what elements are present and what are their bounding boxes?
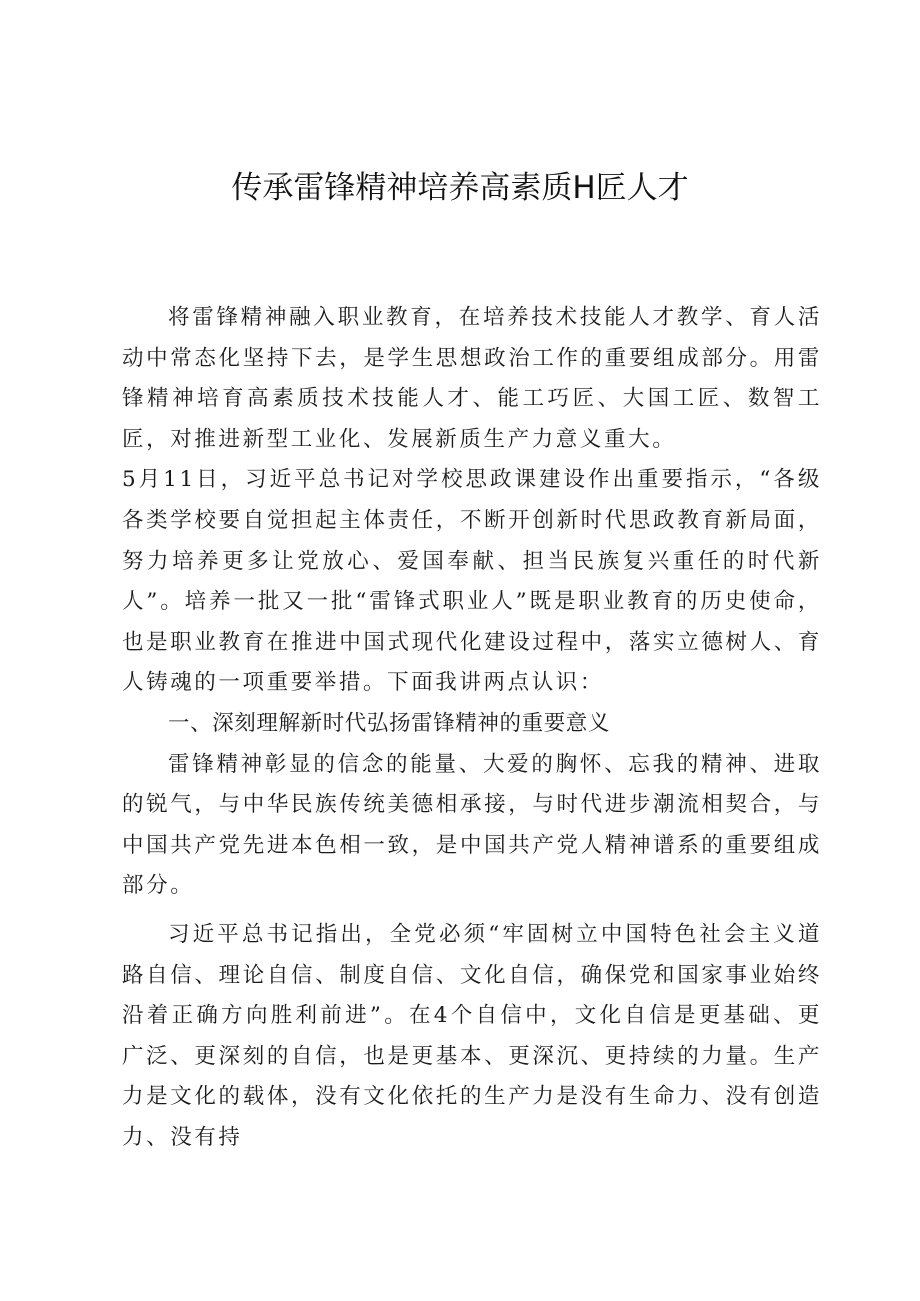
document-title: 传承雷锋精神培养高素质H匠人才 bbox=[231, 170, 689, 206]
section-heading-1: 一、深刻理解新时代弘扬雷锋精神的重要意义 bbox=[168, 710, 611, 736]
paragraph-gap bbox=[122, 907, 822, 915]
paragraph-cultural-confidence: 习近平总书记指出，全党必须“牢固树立中国特色社会主义道路自信、理论自信、制度自信、文化自信，确保党和国家事业始终沿着正确方向胜利前进”。在4个自信中，文化自信是更基础、更广泛、更深刻的自信，也是更基本、更深沉、更持续的力量。生产力是文化的载体，没有文化依托的生产力是没有生命力、没有创造力、没有持 bbox=[122, 921, 822, 1150]
document-body bbox=[122, 298, 822, 1158]
paragraph-lei-feng-spirit: 雷锋精神彰显的信念的能量、大爱的胸怀、忘我的精神、进取的锐气，与中华民族传统美德相承接，与时代进步潮流相契合，与中国共产党先进本色相一致，是中国共产党人精神谱系的重要组成部分。 bbox=[122, 751, 822, 899]
paragraph-intro: 将雷锋精神融入职业教育，在培养技术技能人才教学、育人活动中常态化坚持下去，是学生思想政治工作的重要组成部分。用雷锋精神培育高素质技术技能人才、能工巧匠、大国工匠、数智工匠，对推进新型工业化、发展新质生产力意义重大。 bbox=[122, 305, 822, 452]
paragraph-instruction: 5月11日，习近平总书记对学校思政课建设作出重要指示，“各级各类学校要自觉担起主体责任，不断开创新时代思政教育新局面，努力培养更多让党放心、爱国奉献、担当民族复兴重任的时代新人”。培养一批又一批“雷锋式职业人”既是职业教育的历史使命，也是职业教育在推进中国式现代化建设过程中，落实立德树人、育人铸魂的一项重要举措。下面我讲两点认识： bbox=[122, 467, 822, 696]
